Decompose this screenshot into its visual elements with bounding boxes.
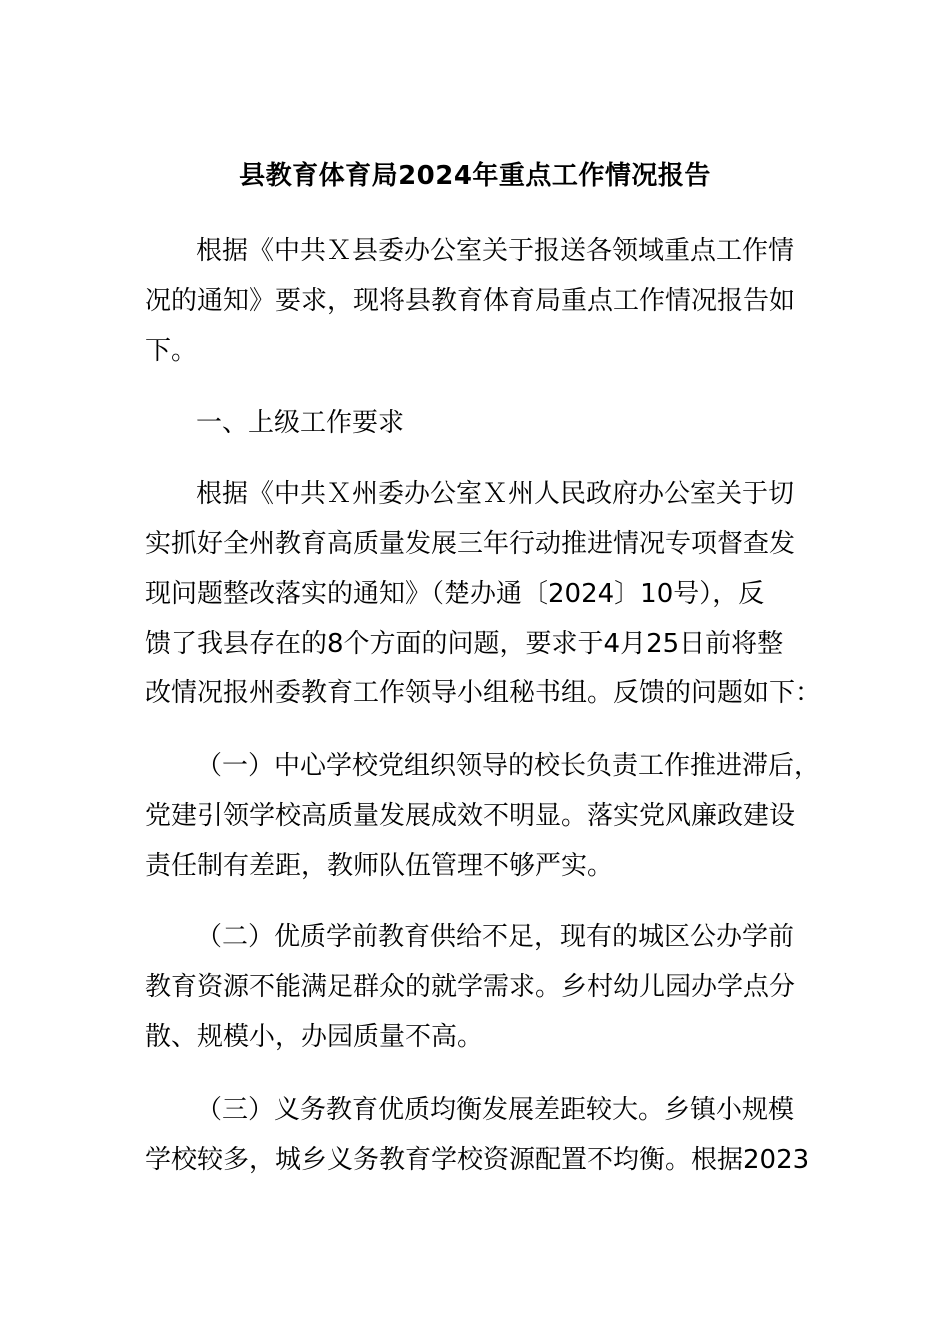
paragraph-line: （三）义务教育优质均衡发展差距较大。乡镇小规模 bbox=[196, 1095, 795, 1125]
paragraph-line: 党建引领学校高质量发展成效不明显。落实党风廉政建设 bbox=[145, 801, 796, 831]
paragraph-line: 现问题整改落实的通知》（楚办通〔2024〕10号），反 bbox=[145, 579, 765, 609]
paragraph-line: （二）优质学前教育供给不足，现有的城区公办学前 bbox=[196, 922, 795, 952]
paragraph-line: 况的通知》要求，现将县教育体育局重点工作情况报告如 bbox=[145, 286, 796, 316]
paragraph-line: 学校较多，城乡义务教育学校资源配置不均衡。根据2023 bbox=[145, 1145, 810, 1175]
paragraph-line: 教育资源不能满足群众的就学需求。乡村幼儿园办学点分 bbox=[145, 972, 796, 1002]
section-heading: 一、上级工作要求 bbox=[196, 408, 405, 438]
paragraph-line: 实抓好全州教育高质量发展三年行动推进情况专项督查发 bbox=[145, 529, 796, 559]
paragraph-line: 改情况报州委教育工作领导小组秘书组。反馈的问题如下： bbox=[145, 678, 822, 708]
paragraph-line: 馈了我县存在的8个方面的问题，要求于4月25日前将整 bbox=[145, 629, 784, 659]
paragraph-line: 散、规模小，办园质量不高。 bbox=[145, 1022, 484, 1052]
paragraph-line: 根据《中共Ｘ州委办公室Ｘ州人民政府办公室关于切 bbox=[196, 479, 795, 509]
paragraph-line: 下。 bbox=[145, 336, 198, 366]
paragraph-line: （一）中心学校党组织领导的校长负责工作推进滞后， bbox=[196, 751, 821, 781]
document-title: 县教育体育局2024年重点工作情况报告 bbox=[239, 161, 711, 191]
paragraph-line: 根据《中共Ｘ县委办公室关于报送各领域重点工作情 bbox=[196, 236, 795, 266]
paragraph-line: 责任制有差距，教师队伍管理不够严实。 bbox=[145, 851, 614, 881]
